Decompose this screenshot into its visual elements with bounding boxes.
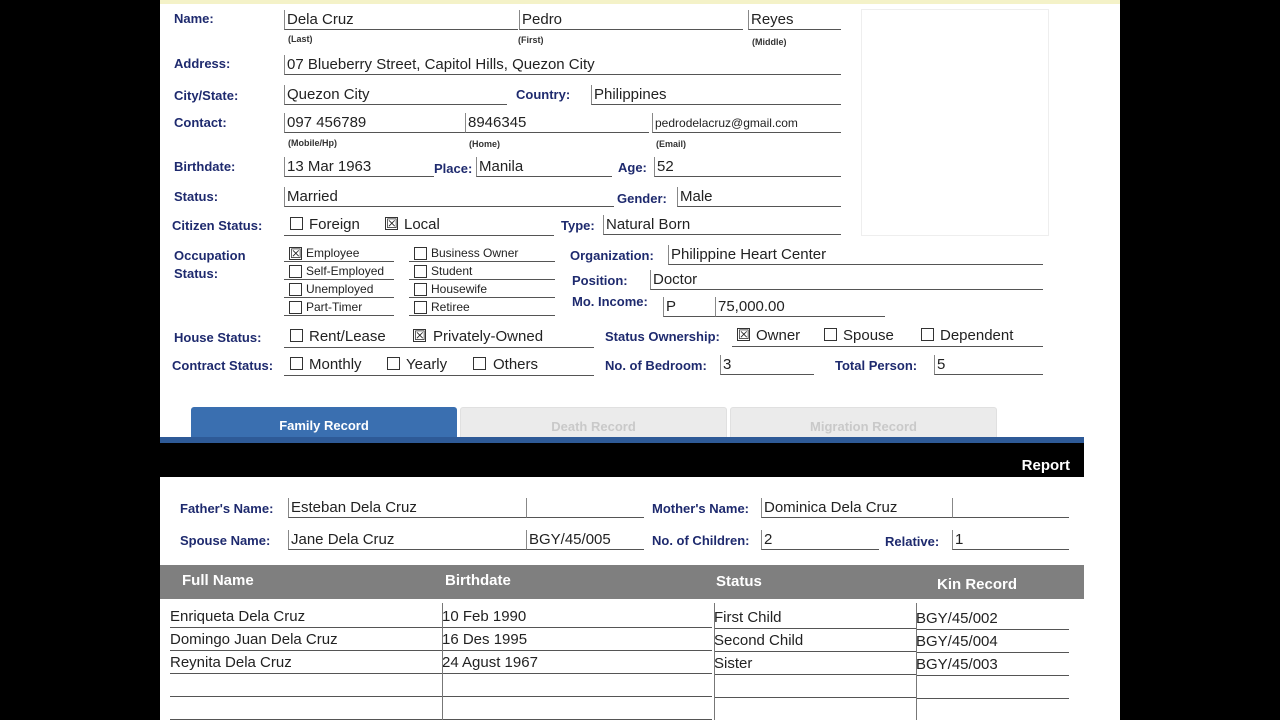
cell-status[interactable]: First Child bbox=[714, 607, 916, 629]
business-owner-checkbox[interactable] bbox=[414, 247, 427, 260]
spouse-option-label: Spouse bbox=[843, 327, 894, 344]
middle-name-field[interactable]: Reyes bbox=[748, 10, 841, 30]
others-option-label: Others bbox=[493, 356, 539, 373]
header-full-name: Full Name bbox=[182, 572, 254, 589]
foreign-checkbox[interactable] bbox=[290, 217, 303, 230]
occupation-label-1: Occupation bbox=[174, 248, 246, 263]
part-timer-checkbox[interactable] bbox=[289, 301, 302, 314]
part-timer-option-label: Part-Timer bbox=[306, 300, 363, 314]
contact-label: Contact: bbox=[174, 115, 227, 130]
position-field[interactable]: Doctor bbox=[650, 270, 1043, 290]
birthdate-field[interactable]: 13 Mar 1963 bbox=[284, 157, 434, 177]
cell-status[interactable] bbox=[714, 676, 916, 698]
organization-field[interactable]: Philippine Heart Center bbox=[668, 245, 1043, 265]
cell-birthdate[interactable] bbox=[442, 698, 712, 720]
email-sub: (Email) bbox=[656, 139, 687, 149]
gender-field[interactable]: Male bbox=[677, 187, 841, 207]
citizen-status-label: Citizen Status: bbox=[172, 218, 263, 233]
unemployed-option-label: Unemployed bbox=[306, 282, 374, 296]
marital-status-field[interactable]: Married bbox=[284, 187, 614, 207]
occ-line-2 bbox=[284, 279, 394, 280]
country-field[interactable]: Philippines bbox=[591, 85, 841, 105]
contract-status-label: Contract Status: bbox=[172, 358, 274, 373]
home-phone-field[interactable]: 8946345 bbox=[465, 113, 649, 133]
children-count-field[interactable]: 2 bbox=[761, 530, 879, 550]
ownership-underline bbox=[732, 346, 1043, 347]
city-label: City/State: bbox=[174, 88, 239, 103]
email-field[interactable]: pedrodelacruz@gmail.com bbox=[652, 113, 841, 133]
occ-line-8 bbox=[409, 315, 555, 316]
first-name-field[interactable]: Pedro bbox=[519, 10, 743, 30]
total-person-label: Total Person: bbox=[835, 358, 918, 373]
tab-migration-record[interactable]: Migration Record bbox=[730, 407, 997, 437]
business-owner-option-label: Business Owner bbox=[431, 246, 519, 260]
self-employed-option-label: Self-Employed bbox=[306, 264, 385, 278]
age-label: Age: bbox=[618, 160, 647, 175]
header-status: Status bbox=[716, 573, 762, 590]
cell-birthdate[interactable]: 16 Des 1995 bbox=[442, 629, 712, 651]
cell-full-name[interactable] bbox=[170, 675, 442, 697]
rent-lease-checkbox[interactable] bbox=[290, 329, 303, 342]
address-label: Address: bbox=[174, 56, 231, 71]
father-extra-field[interactable] bbox=[526, 498, 644, 518]
bedroom-field[interactable]: 3 bbox=[720, 355, 814, 375]
house-underline bbox=[284, 347, 594, 348]
spouse-name-label: Spouse Name: bbox=[180, 533, 271, 548]
city-field[interactable]: Quezon City bbox=[284, 85, 507, 105]
column-divider bbox=[442, 603, 443, 720]
occ-line-5 bbox=[409, 261, 555, 262]
cell-birthdate[interactable]: 24 Agust 1967 bbox=[442, 652, 712, 674]
report-button[interactable]: Report bbox=[1021, 457, 1070, 474]
foreign-option-label: Foreign bbox=[309, 216, 360, 233]
local-checkbox[interactable]: ☒ bbox=[386, 216, 398, 231]
dependent-option-label: Dependent bbox=[940, 327, 1014, 344]
country-label: Country: bbox=[516, 87, 571, 102]
cell-full-name[interactable] bbox=[170, 698, 442, 720]
mother-extra-field[interactable] bbox=[952, 498, 1069, 518]
citizen-underline bbox=[284, 235, 554, 236]
cell-kin-record[interactable] bbox=[916, 700, 1069, 720]
bedroom-label: No. of Bedroom: bbox=[605, 358, 707, 373]
last-name-field[interactable]: Dela Cruz bbox=[284, 10, 518, 30]
spouse-name-field[interactable]: Jane Dela Cruz bbox=[288, 530, 526, 550]
mobile-field[interactable]: 097 456789 bbox=[284, 113, 465, 133]
monthly-option-label: Monthly bbox=[309, 356, 362, 373]
status-label: Status: bbox=[174, 189, 219, 204]
relative-label: Relative: bbox=[885, 534, 940, 549]
top-border bbox=[160, 0, 1120, 4]
photo-box bbox=[861, 9, 1049, 236]
cell-full-name[interactable]: Domingo Juan Dela Cruz bbox=[170, 629, 442, 651]
father-name-label: Father's Name: bbox=[180, 501, 274, 516]
header-kin-record: Kin Record bbox=[937, 576, 1018, 593]
student-checkbox[interactable] bbox=[414, 265, 427, 278]
others-checkbox[interactable] bbox=[473, 357, 486, 370]
home-sub: (Home) bbox=[469, 139, 500, 149]
income-field[interactable]: 75,000.00 bbox=[715, 297, 885, 317]
relative-field[interactable]: 1 bbox=[952, 530, 1069, 550]
gender-label: Gender: bbox=[617, 191, 667, 206]
cell-status[interactable] bbox=[714, 699, 916, 720]
cell-full-name[interactable]: Reynita Dela Cruz bbox=[170, 652, 442, 674]
children-count-label: No. of Children: bbox=[652, 533, 750, 548]
retiree-checkbox[interactable] bbox=[414, 301, 427, 314]
cell-kin-record[interactable]: BGY/45/002 bbox=[916, 608, 1069, 630]
income-label: Mo. Income: bbox=[572, 294, 648, 309]
unemployed-checkbox[interactable] bbox=[289, 283, 302, 296]
address-field[interactable]: 07 Blueberry Street, Capitol Hills, Quezon City bbox=[284, 55, 841, 75]
privately-owned-checkbox[interactable]: ☒ bbox=[414, 328, 426, 343]
tab-death-record[interactable]: Death Record bbox=[460, 407, 727, 437]
occ-line-1 bbox=[284, 261, 394, 262]
income-currency-field[interactable]: P bbox=[663, 297, 715, 317]
employee-checkbox[interactable]: ☒ bbox=[290, 246, 302, 261]
yearly-option-label: Yearly bbox=[406, 356, 448, 373]
local-option-label: Local bbox=[404, 216, 440, 233]
mother-name-field[interactable]: Dominica Dela Cruz bbox=[761, 498, 952, 518]
monthly-checkbox[interactable] bbox=[290, 357, 303, 370]
citizen-type-field[interactable]: Natural Born bbox=[603, 215, 841, 235]
owner-checkbox[interactable]: ☒ bbox=[738, 327, 750, 342]
cell-status[interactable]: Sister bbox=[714, 653, 916, 675]
age-field[interactable]: 52 bbox=[654, 157, 841, 177]
first-sub: (First) bbox=[518, 35, 544, 45]
occ-line-7 bbox=[409, 297, 555, 298]
total-person-field[interactable]: 5 bbox=[934, 355, 1043, 375]
self-employed-checkbox[interactable] bbox=[289, 265, 302, 278]
header-birthdate: Birthdate bbox=[445, 572, 511, 589]
student-option-label: Student bbox=[431, 264, 473, 278]
cell-full-name[interactable]: Enriqueta Dela Cruz bbox=[170, 606, 442, 628]
occ-line-4 bbox=[284, 315, 394, 316]
table-header bbox=[160, 565, 1084, 599]
place-label: Place: bbox=[434, 161, 473, 176]
dependent-checkbox[interactable] bbox=[921, 328, 934, 341]
spouse-checkbox[interactable] bbox=[824, 328, 837, 341]
last-sub: (Last) bbox=[288, 34, 313, 44]
housewife-option-label: Housewife bbox=[431, 282, 488, 296]
birthdate-label: Birthdate: bbox=[174, 159, 236, 174]
spouse-id-field[interactable]: BGY/45/005 bbox=[526, 530, 644, 550]
organization-label: Organization: bbox=[570, 248, 654, 263]
column-divider bbox=[714, 603, 715, 720]
occ-line-6 bbox=[409, 279, 555, 280]
cell-birthdate[interactable] bbox=[442, 675, 712, 697]
tab-family-record[interactable]: Family Record bbox=[191, 407, 457, 437]
place-field[interactable]: Manila bbox=[476, 157, 612, 177]
yearly-checkbox[interactable] bbox=[387, 357, 400, 370]
position-label: Position: bbox=[572, 273, 628, 288]
privately-owned-option-label: Privately-Owned bbox=[433, 328, 544, 345]
column-divider bbox=[916, 603, 917, 720]
retiree-option-label: Retiree bbox=[431, 300, 470, 314]
mother-name-label: Mother's Name: bbox=[652, 501, 749, 516]
middle-sub: (Middle) bbox=[752, 37, 787, 47]
cell-kin-record[interactable]: BGY/45/004 bbox=[916, 631, 1069, 653]
owner-option-label: Owner bbox=[756, 327, 801, 344]
cell-birthdate[interactable]: 10 Feb 1990 bbox=[442, 606, 712, 628]
employee-option-label: Employee bbox=[306, 246, 360, 260]
form-page bbox=[160, 0, 1120, 720]
housewife-checkbox[interactable] bbox=[414, 283, 427, 296]
name-label: Name: bbox=[174, 11, 214, 26]
occupation-label-2: Status: bbox=[174, 266, 219, 281]
cell-status[interactable]: Second Child bbox=[714, 630, 916, 652]
status-ownership-label: Status Ownership: bbox=[605, 329, 720, 344]
occ-line-3 bbox=[284, 297, 394, 298]
rent-lease-option-label: Rent/Lease bbox=[309, 328, 386, 345]
house-status-label: House Status: bbox=[174, 330, 262, 345]
cell-kin-record[interactable] bbox=[916, 677, 1069, 699]
cell-kin-record[interactable]: BGY/45/003 bbox=[916, 654, 1069, 676]
type-label: Type: bbox=[561, 218, 595, 233]
contract-underline bbox=[284, 375, 594, 376]
report-bar bbox=[160, 443, 1084, 477]
father-name-field[interactable]: Esteban Dela Cruz bbox=[288, 498, 526, 518]
mobile-sub: (Mobile/Hp) bbox=[288, 138, 337, 148]
